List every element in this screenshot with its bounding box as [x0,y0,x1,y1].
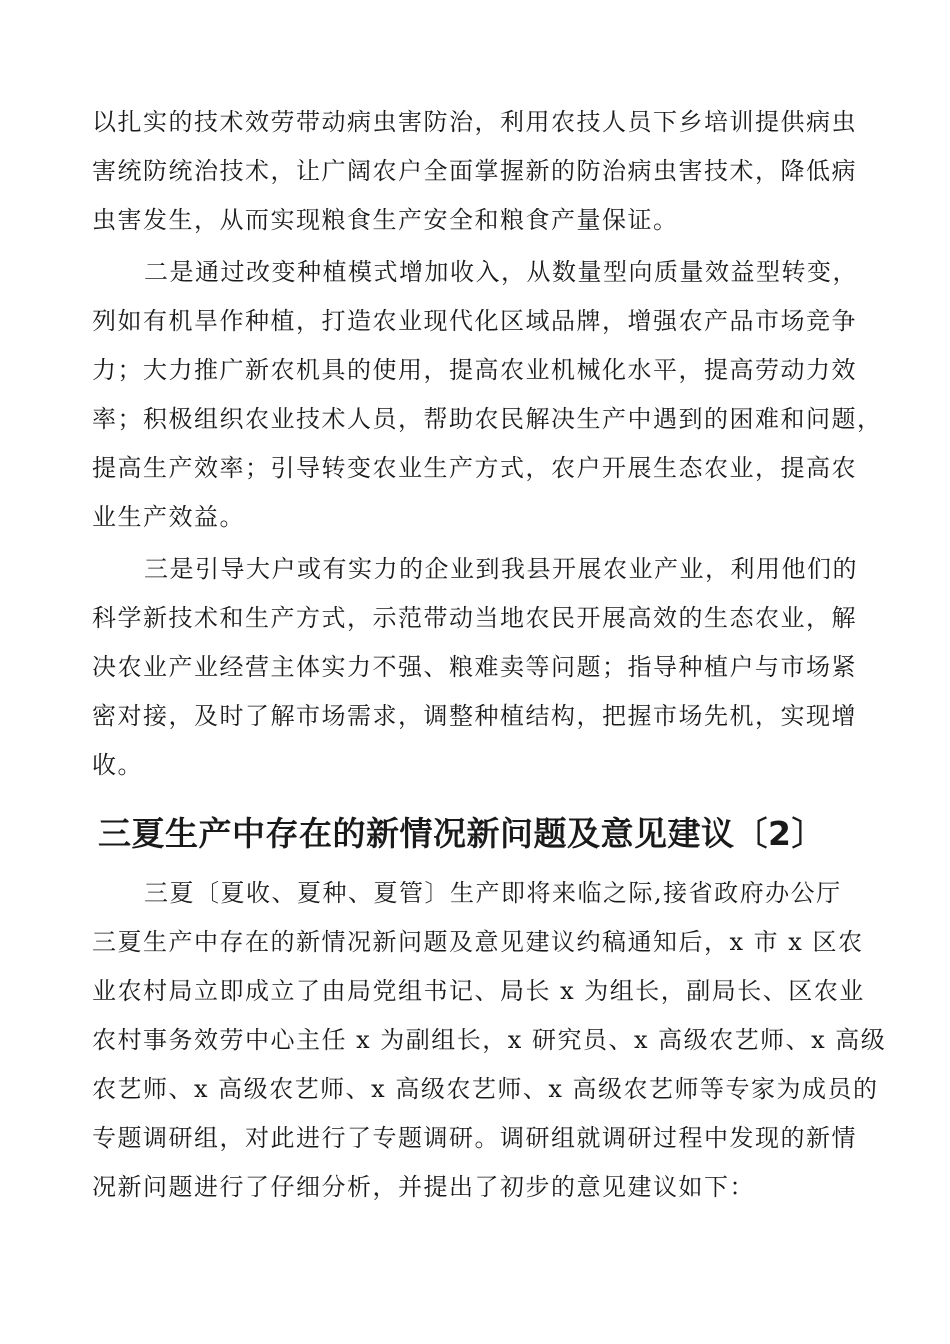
text-line: 况新问题进行了仔细分析，并提出了初步的意见建议如下： [92,1173,755,1201]
text-line: 率；积极组织农业技术人员，帮助农民解决生产中遇到的困难和问题， [92,405,883,433]
text-line: 以扎实的技术效劳带动病虫害防治，利用农技人员下乡培训提供病虫 [92,108,857,136]
text-line: 农艺师、x 高级农艺师、x 高级农艺师、x 高级农艺师等专家为成员的 [92,1075,879,1103]
text-line: 三是引导大户或有实力的企业到我县开展农业产业，利用他们的 [144,555,858,583]
text-line: 业农村局立即成立了由局党组书记、局长 x 为组长，副局长、区农业 [92,977,865,1005]
text-line: 业生产效益。 [92,503,245,531]
text-line: 虫害发生，从而实现粮食生产安全和粮食产量保证。 [92,206,679,234]
section-heading: 三夏生产中存在的新情况新问题及意见建议〔2〕 [98,814,825,853]
text-line: 力；大力推广新农机具的使用，提高农业机械化水平，提高劳动力效 [92,356,857,384]
text-line: 决农业产业经营主体实力不强、粮难卖等问题；指导种植户与市场紧 [92,653,857,681]
text-line: 专题调研组，对此进行了专题调研。调研组就调研过程中发现的新情 [92,1124,857,1152]
text-line: 密对接，及时了解市场需求，调整种植结构，把握市场先机，实现增 [92,702,857,730]
text-line: 科学新技术和生产方式，示范带动当地农民开展高效的生态农业，解 [92,604,857,632]
text-line: 三夏生产中存在的新情况新问题及意见建议约稿通知后，x 市 x 区农 [92,928,864,956]
text-line: 害统防统治技术，让广阔农户全面掌握新的防治病虫害技术，降低病 [92,157,857,185]
text-line: 农村事务效劳中心主任 x 为副组长，x 研究员、x 高级农艺师、x 高级 [92,1026,887,1054]
text-line: 三夏〔夏收、夏种、夏管〕生产即将来临之际,接省政府办公厅 [144,879,842,907]
text-line: 收。 [92,751,143,779]
text-line: 提高生产效率；引导转变农业生产方式，农户开展生态农业，提高农 [92,454,857,482]
text-line: 二是通过改变种植模式增加收入，从数量型向质量效益型转变， [144,258,858,286]
text-line: 列如有机旱作种植，打造农业现代化区域品牌，增强农产品市场竞争 [92,307,857,335]
